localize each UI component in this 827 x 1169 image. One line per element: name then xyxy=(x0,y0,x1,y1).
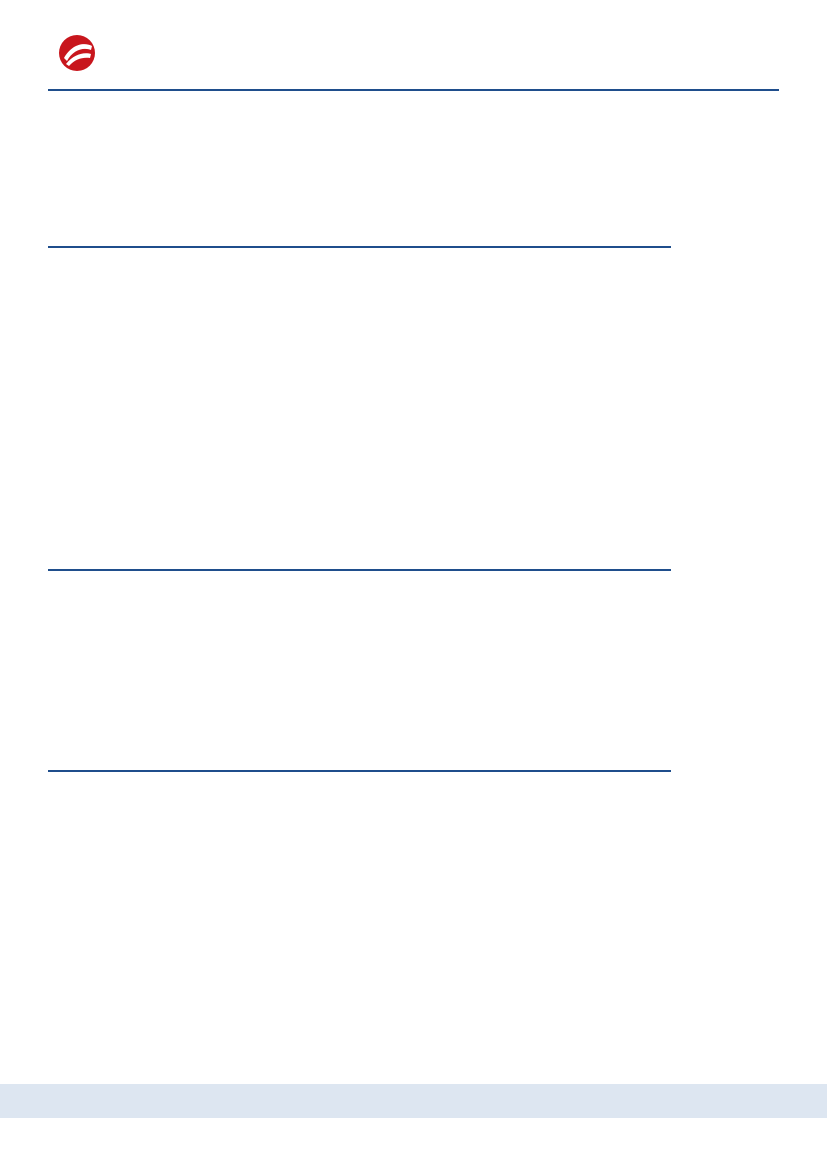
minsheng-logo-icon xyxy=(58,34,96,72)
cushing-crude-inventory-chart xyxy=(48,780,671,1070)
figure-4-top-rule xyxy=(48,770,671,772)
figure-3-bottom-rule xyxy=(48,569,671,571)
footer-band xyxy=(0,1084,827,1118)
us-commercial-crude-inventory-chart xyxy=(48,250,671,568)
header-rule xyxy=(48,89,779,91)
figure-3-top-rule xyxy=(48,246,671,248)
